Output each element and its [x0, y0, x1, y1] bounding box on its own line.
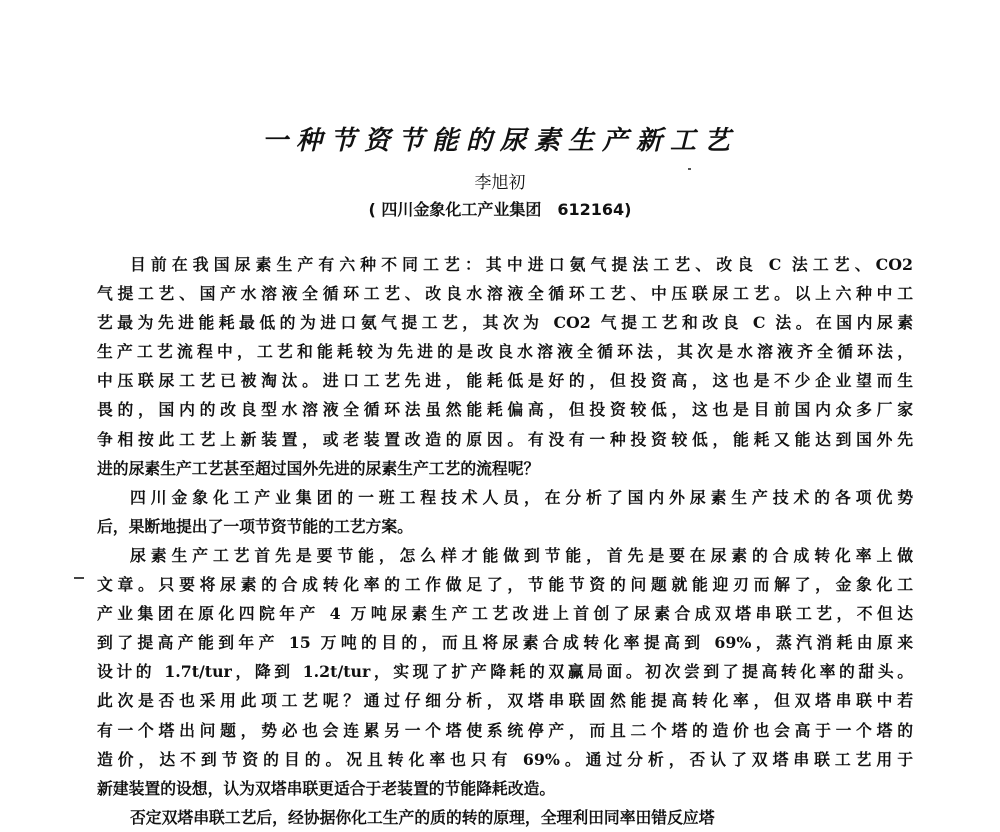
paragraph-2-line-1: 四川金象化工产业集团的一班工程技术人员，在分析了国内外尿素生产技术的各项优势: [130, 487, 913, 507]
author-affiliation: ( 四川金象化工产业集团 612164): [368, 200, 632, 219]
paragraph-3-line-9: 新建装置的设想，认为双塔串联更适合于老装置的节能降耗改造。: [97, 778, 556, 798]
paragraph-3-line-5: 设计的 1.7t/tur，降到 1.2t/tur，实现了扩产降耗的双赢局面。初次尝到了提高转化率的甜头。: [97, 662, 913, 682]
paragraph-1-line-8: 进的尿素生产工艺甚至超过国外先进的尿素生产工艺的流程呢？: [97, 458, 540, 478]
paragraph-2-line-2: 后，果断地提出了一项节资节能的工艺方案。: [97, 516, 413, 536]
scan-margin-mark: [74, 577, 84, 579]
paragraph-1-line-2: 气提工艺、国产水溶液全循环工艺、改良水溶液全循环工艺、中压联尿工艺。以上六种中工: [97, 284, 913, 304]
paragraph-3-line-3: 产业集团在原化四院年产 4 万吨尿素生产工艺改进上首创了尿素合成双塔串联工艺，不但达: [97, 604, 913, 624]
paragraph-3-line-7: 有一个塔出问题，势必也会连累另一个塔使系统停产，而且二个塔的造价也会高于一个塔的: [97, 720, 913, 740]
paragraph-3-line-6: 此次是否也采用此项工艺呢？通过仔细分析，双塔串联固然能提高转化率，但双塔串联中若: [97, 691, 913, 711]
paragraph-1-line-5: 中压联尿工艺已被淘汰。进口工艺先进，能耗低是好的，但投资高，这也是不少企业望而生: [97, 371, 913, 391]
paragraph-3-line-2: 文章。只要将尿素的合成转化率的工作做足了，节能节资的问题就能迎刃而解了，金象化工: [97, 575, 913, 595]
paragraph-1-line-6: 畏的，国内的改良型水溶液全循环法虽然能耗偏高，但投资较低，这也是目前国内众多厂家: [97, 400, 913, 420]
author-name: 李旭初: [474, 173, 526, 193]
paragraph-3-line-8: 造价，达不到节资的目的。况且转化率也只有 69%。通过分析，否认了双塔串联工艺用于: [97, 749, 913, 769]
paragraph-1-line-7: 争相按此工艺上新装置，或老装置改造的原因。有没有一种投资较低，能耗又能达到国外先: [97, 429, 913, 449]
paragraph-1-line-1: 目前在我国尿素生产有六种不同工艺：其中进口氨气提法工艺、改良 C 法工艺、CO2: [130, 255, 913, 274]
scan-speck: [688, 168, 691, 170]
paper-title: 一种节资节能的尿素生产新工艺: [261, 126, 738, 156]
paragraph-3-line-4: 到了提高产能到年产 15 万吨的目的，而且将尿素合成转化率提高到 69%，蒸汽消耗由原来: [97, 633, 913, 653]
paragraph-1-line-4: 生产工艺流程中，工艺和能耗较为先进的是改良水溶液全循环法，其次是水溶液齐全循环法，: [97, 342, 913, 362]
paragraph-3-line-1: 尿素生产工艺首先是要节能，怎么样才能做到节能，首先是要在尿素的合成转化率上做: [130, 545, 913, 565]
body-text: [97, 250, 913, 832]
paragraph-1-line-3: 艺最为先进能耗最低的为进口氨气提工艺，其次为 CO2 气提工艺和改良 C 法。在国内尿素: [97, 313, 913, 333]
paragraph-4-line-1: 否定双塔串联工艺后，经协据你化工生产的质的转的原理，全理利田同率田错反应塔: [130, 807, 715, 827]
